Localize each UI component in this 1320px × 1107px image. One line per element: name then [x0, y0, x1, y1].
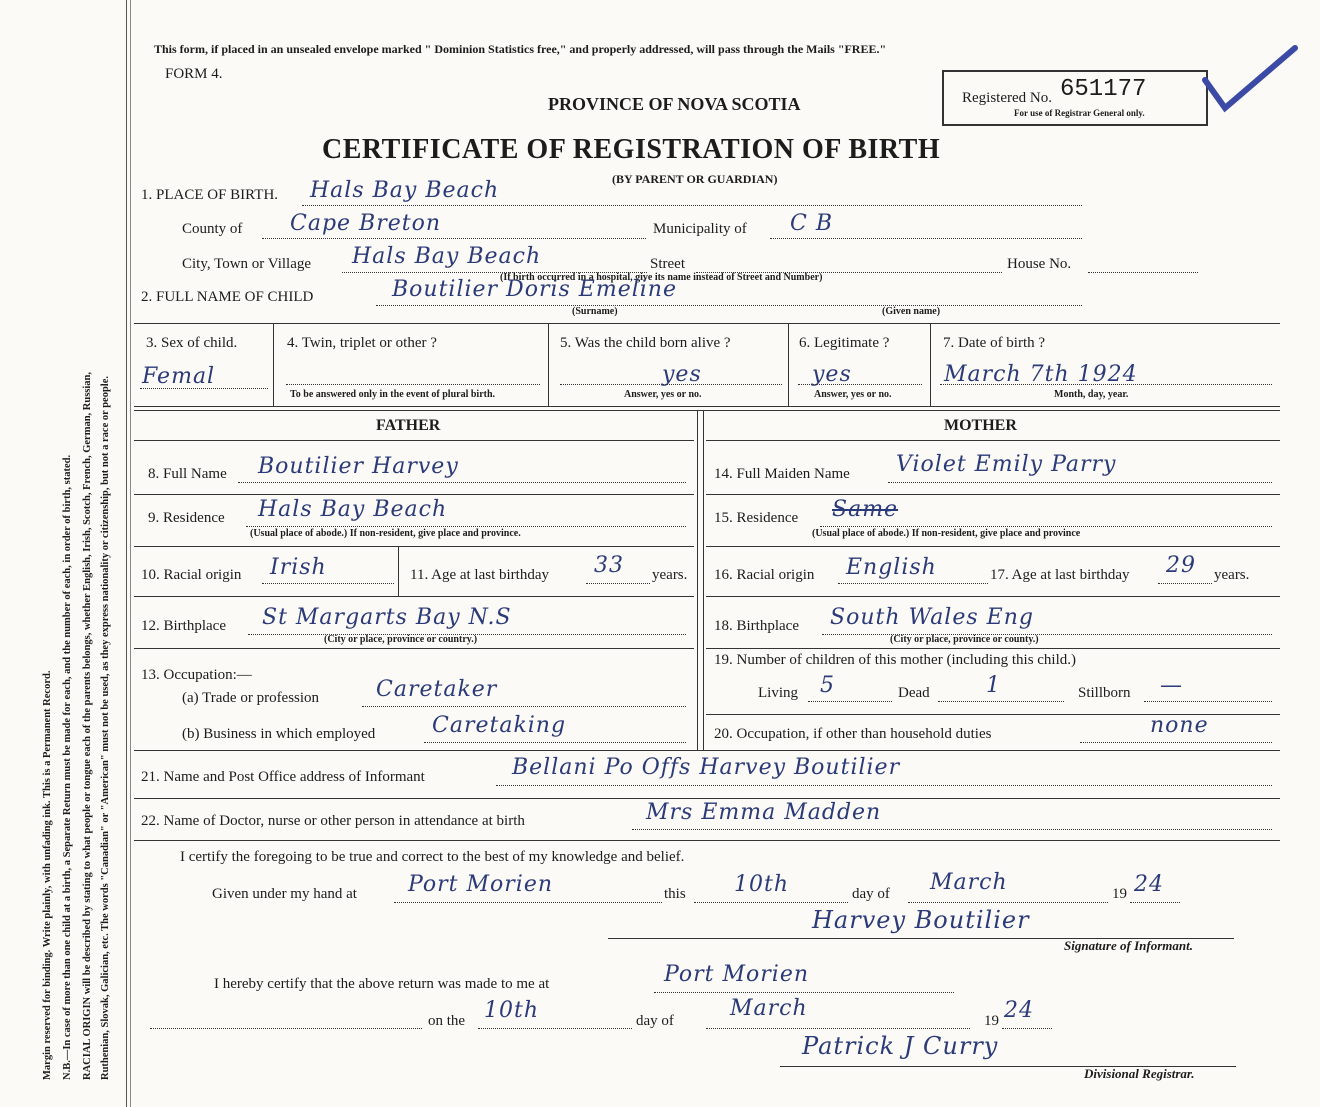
business-label: (b) Business in which employed — [182, 726, 376, 742]
legitimate-value: yes — [812, 362, 852, 387]
place-of-birth-label: 1. PLACE OF BIRTH. — [141, 187, 279, 203]
legitimate-label: 6. Legitimate ? — [799, 335, 890, 351]
certify-text: I certify the foregoing to be true and correct to the best of my knowledge and belief. — [180, 849, 685, 865]
given-under-label: Given under my hand at — [212, 886, 357, 902]
mother-occupation-value: none — [1150, 713, 1209, 738]
father-age-label: 11. Age at last birthday — [410, 567, 549, 583]
registrar-text: I hereby certify that the above return was made to me at — [214, 976, 550, 992]
date-of-birth-value: March 7th 1924 — [944, 362, 1138, 387]
binding-margin-line-2 — [130, 0, 131, 1107]
mother-residence-note: (Usual place of abode.) If non-resident, give place and province — [812, 528, 1081, 539]
county-value: Cape Breton — [290, 211, 442, 236]
given-name-note: (Given name) — [882, 306, 941, 317]
mother-birthplace-label: 18. Birthplace — [714, 618, 799, 634]
street-label: Street — [650, 256, 685, 272]
certificate-title: CERTIFICATE OF REGISTRATION OF BIRTH — [322, 134, 941, 165]
child-name-value: Boutilier Doris Emeline — [392, 277, 677, 302]
mother-name-label: 14. Full Maiden Name — [714, 466, 850, 482]
father-birthplace-label: 12. Birthplace — [141, 618, 226, 634]
surname-note: (Surname) — [572, 306, 618, 317]
this-label: this — [664, 886, 686, 902]
certify-year-value: 24 — [1134, 872, 1164, 897]
father-years-label: years. — [652, 567, 688, 583]
checkmark-icon — [1195, 40, 1305, 120]
date-of-birth-note: Month, day, year. — [1054, 389, 1129, 400]
father-name-label: 8. Full Name — [148, 466, 227, 482]
father-heading: FATHER — [376, 417, 441, 434]
registrar-signature: Patrick J Curry — [802, 1032, 999, 1060]
father-occupation-label: 13. Occupation:— — [141, 667, 252, 683]
sex-value: Femal — [142, 364, 216, 389]
registrar-signature-label: Divisional Registrar. — [1084, 1066, 1195, 1081]
mother-racial-value: English — [846, 555, 937, 580]
registrar-month-value: March — [730, 996, 808, 1021]
city-label: City, Town or Village — [182, 256, 312, 272]
mother-residence-value: Same — [832, 497, 899, 522]
born-alive-label: 5. Was the child born alive ? — [560, 335, 731, 351]
mother-years-label: years. — [1214, 567, 1250, 583]
city-value: Hals Bay Beach — [352, 244, 542, 269]
certificate-subtitle: (BY PARENT OR GUARDIAN) — [612, 172, 778, 186]
doctor-value: Mrs Emma Madden — [646, 800, 882, 825]
father-residence-note: (Usual place of abode.) If non-resident, give place and province. — [250, 528, 521, 539]
registrar-year-prefix: 19 — [984, 1013, 999, 1029]
dead-value: 1 — [986, 673, 1001, 698]
margin-note: Margin reserved for binding. Write plainly, with unfading ink. This is a Permanent Record. — [42, 670, 53, 1080]
given-place-value: Port Morien — [408, 872, 554, 897]
father-residence-label: 9. Residence — [148, 510, 225, 526]
mother-birthplace-value: South Wales Eng — [830, 605, 1034, 630]
certify-month-value: March — [930, 870, 1008, 895]
informant-value: Bellani Po Offs Harvey Boutilier — [512, 755, 901, 780]
postal-note: This form, if placed in an unsealed envelope marked " Dominion Statistics free," and properly addressed, will pass through the Mails "FREE." — [154, 42, 887, 56]
mother-age-value: 29 — [1166, 553, 1196, 578]
father-name-value: Boutilier Harvey — [258, 454, 459, 479]
father-age-value: 33 — [594, 553, 624, 578]
living-value: 5 — [820, 673, 835, 698]
mother-racial-label: 16. Racial origin — [714, 567, 815, 583]
father-racial-label: 10. Racial origin — [141, 567, 242, 583]
registration-box — [942, 70, 1208, 126]
trade-label: (a) Trade or profession — [182, 690, 320, 706]
registrar-day-value: 10th — [484, 998, 540, 1023]
mother-name-value: Violet Emily Parry — [896, 452, 1117, 477]
stillborn-value: — — [1160, 673, 1183, 698]
registered-note: For use of Registrar General only. — [1014, 108, 1145, 118]
certify-day-of-label: day of — [852, 886, 890, 902]
mother-heading: MOTHER — [944, 417, 1017, 434]
father-residence-value: Hals Bay Beach — [258, 497, 448, 522]
business-value: Caretaking — [432, 713, 567, 738]
living-label: Living — [758, 685, 798, 701]
county-label: County of — [182, 221, 243, 237]
certify-year-prefix: 19 — [1112, 886, 1127, 902]
registrar-on-label: on the — [428, 1013, 466, 1029]
informant-signature-label: Signature of Informant. — [1064, 938, 1193, 953]
municipality-label: Municipality of — [653, 221, 747, 237]
born-alive-value: yes — [662, 362, 702, 387]
born-alive-note: Answer, yes or no. — [624, 389, 702, 400]
father-birthplace-value: St Margarts Bay N.S — [262, 605, 512, 630]
registered-label: Registered No. — [962, 90, 1052, 106]
place-of-birth-value: Hals Bay Beach — [310, 178, 500, 203]
binding-margin-line — [126, 0, 127, 1107]
informant-signature: Harvey Boutilier — [812, 906, 1030, 934]
registrar-day-of-label: day of — [636, 1013, 674, 1029]
hospital-note: (If birth occurred in a hospital, give its name instead of Street and Number) — [500, 272, 823, 283]
father-birthplace-note: (City or place, province or country.) — [324, 634, 478, 645]
certify-day-value: 10th — [734, 872, 790, 897]
dead-label: Dead — [898, 685, 930, 701]
racial-origin-note-2: Ruthenian, Slovak, Galician, etc. The words "Canadian" or "American" must not be used, as they express nationality or citizenship, but not a race or people. — [100, 375, 111, 1080]
legitimate-note: Answer, yes or no. — [814, 389, 892, 400]
racial-origin-note-1: RACIAL ORIGIN will be described by stating to what people or tongue each of the parents belongs, whether English, Irish, Scotch, French, German, Russian, — [82, 371, 93, 1080]
twin-label: 4. Twin, triplet or other ? — [287, 335, 437, 351]
form-number: FORM 4. — [165, 66, 223, 82]
sex-label: 3. Sex of child. — [146, 335, 238, 351]
trade-value: Caretaker — [376, 677, 498, 702]
date-of-birth-label: 7. Date of birth ? — [943, 335, 1046, 351]
mother-occupation-label: 20. Occupation, if other than household duties — [714, 726, 992, 742]
province-heading: PROVINCE OF NOVA SCOTIA — [548, 94, 801, 114]
registrar-place-value: Port Morien — [664, 962, 810, 987]
mother-age-label: 17. Age at last birthday — [990, 567, 1130, 583]
twin-note: To be answered only in the event of plural birth. — [290, 389, 496, 400]
registrar-year-value: 24 — [1004, 998, 1034, 1023]
nb-note: N.B.—In case of more than one child at a birth, a Separate Return must be made for each, and the number of each, in order of birth, stated. — [62, 454, 73, 1080]
children-count-label: 19. Number of children of this mother (including this child.) — [714, 652, 1077, 668]
doctor-label: 22. Name of Doctor, nurse or other person in attendance at birth — [141, 813, 525, 829]
stillborn-label: Stillborn — [1078, 685, 1131, 701]
mother-birthplace-note: (City or place, province or county.) — [890, 634, 1039, 645]
mother-residence-label: 15. Residence — [714, 510, 799, 526]
child-name-label: 2. FULL NAME OF CHILD — [141, 289, 314, 305]
house-number-label: House No. — [1007, 256, 1072, 272]
father-racial-value: Irish — [270, 555, 327, 580]
registered-number: 651177 — [1060, 76, 1147, 103]
municipality-value: C B — [790, 211, 833, 236]
informant-label: 21. Name and Post Office address of Informant — [141, 769, 425, 785]
